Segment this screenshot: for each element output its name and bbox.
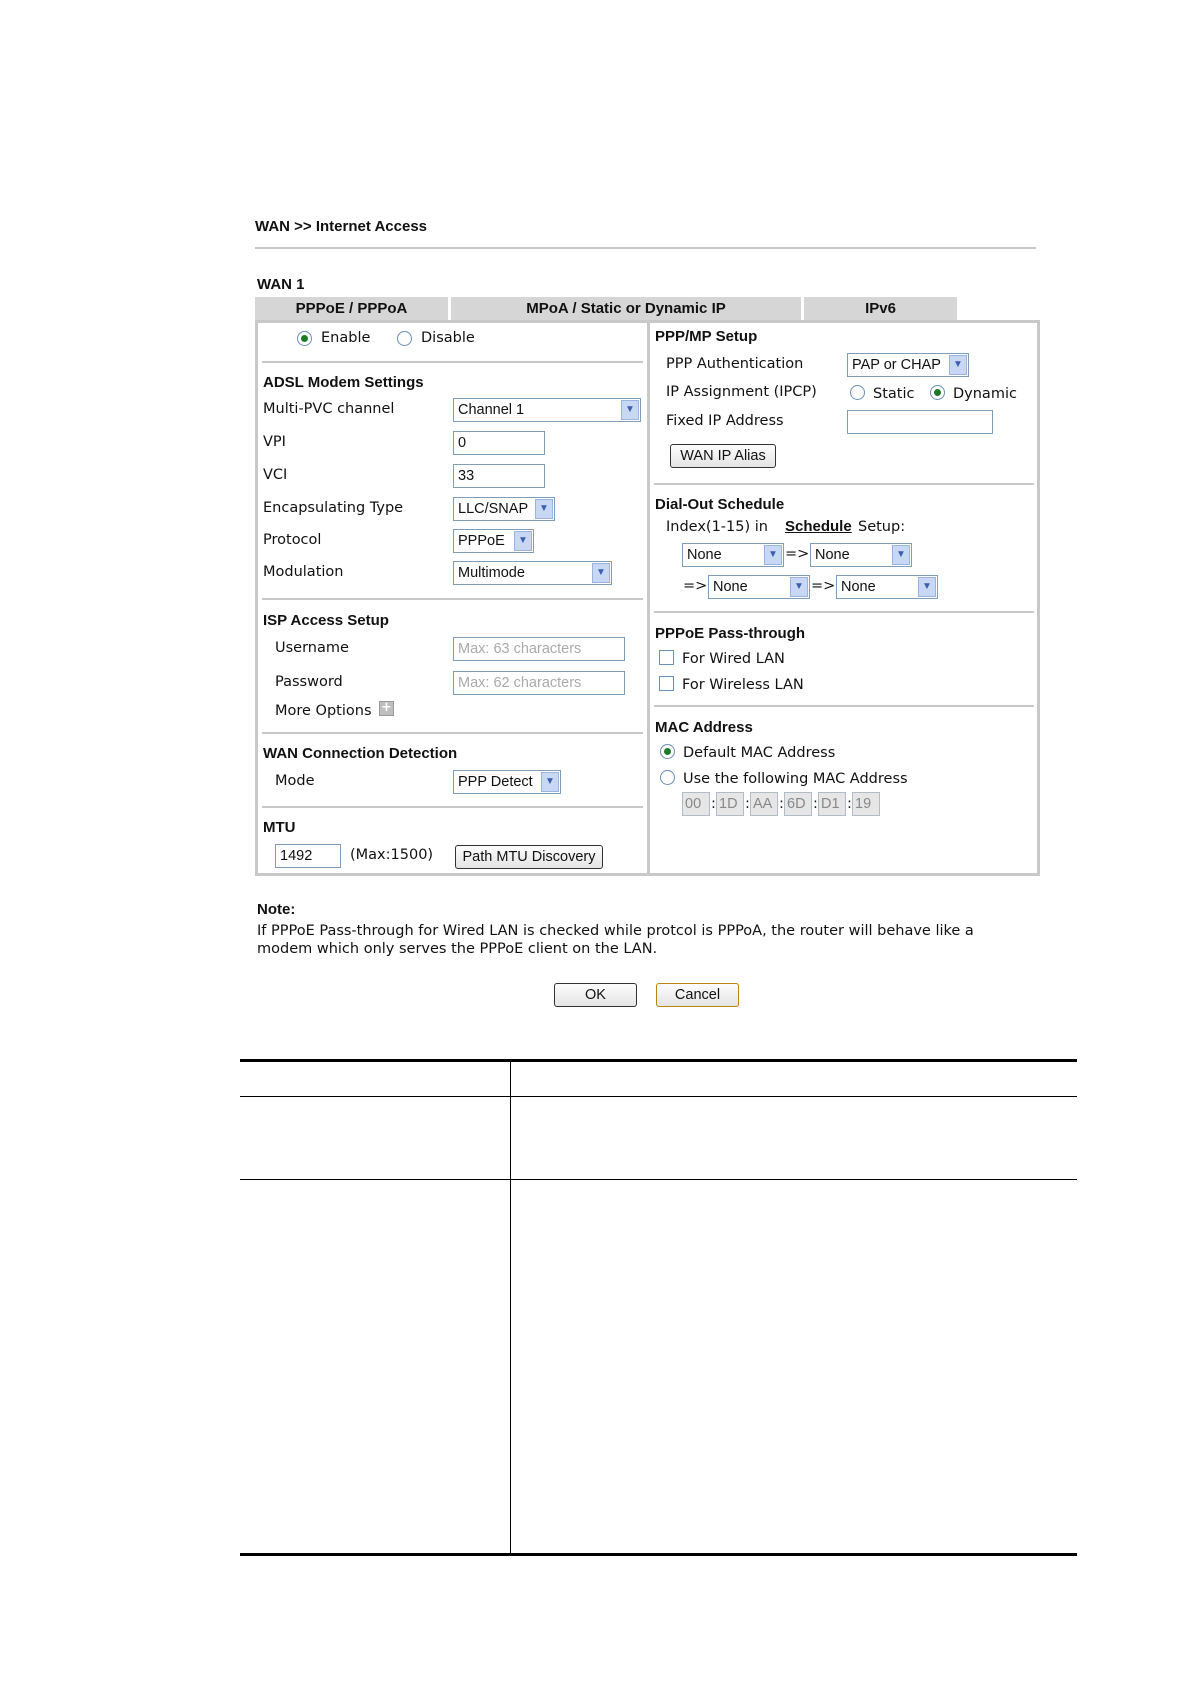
schedule-slot-2[interactable] (810, 543, 912, 567)
ppp-section-title: PPP/MP Setup (655, 328, 758, 345)
encap-select[interactable] (453, 497, 555, 521)
custom-mac-label: Use the following MAC Address (683, 771, 908, 787)
schedule-slot-4-value: None (841, 579, 876, 595)
table-bottom-border (240, 1553, 1077, 1556)
chevron-down-icon: ▼ (621, 400, 639, 420)
static-label: Static (873, 386, 915, 402)
path-mtu-discovery-button[interactable]: Path MTU Discovery (455, 845, 603, 869)
mac-separator: : (813, 796, 818, 812)
table-header-divider (240, 1096, 1077, 1097)
mac-octet-6[interactable]: 19 (852, 792, 880, 816)
default-mac-label: Default MAC Address (683, 745, 836, 761)
divider (654, 483, 1034, 485)
disable-radio[interactable] (397, 331, 412, 346)
wan-ip-alias-button[interactable]: WAN IP Alias (670, 444, 776, 468)
ppp-auth-label: PPP Authentication (666, 356, 804, 372)
enable-radio[interactable] (297, 331, 312, 346)
dynamic-radio[interactable] (930, 385, 945, 400)
header-divider (255, 247, 1036, 249)
note-line-2: modem which only serves the PPPoE client on the LAN. (257, 941, 658, 957)
mac-octet-5[interactable]: D1 (818, 792, 846, 816)
vpi-input[interactable]: 0 (453, 431, 545, 455)
more-options-label: More Options (275, 703, 372, 719)
schedule-slot-1-value: None (687, 547, 722, 563)
multi-pvc-select[interactable] (453, 398, 641, 422)
schedule-slot-3[interactable] (708, 575, 810, 599)
isp-section-title: ISP Access Setup (263, 612, 389, 629)
wireless-lan-checkbox[interactable] (659, 676, 674, 691)
ok-button[interactable]: OK (554, 983, 637, 1007)
mode-label: Mode (275, 773, 315, 789)
mac-octet-2[interactable]: 1D (716, 792, 744, 816)
schedule-link[interactable]: Schedule (785, 518, 852, 535)
mac-octet-3[interactable]: AA (750, 792, 778, 816)
chevron-down-icon: ▼ (764, 545, 782, 565)
tab-pppoe-pppoa[interactable]: PPPoE / PPPoA (255, 297, 451, 321)
note-title: Note: (257, 901, 296, 918)
mac-separator: : (711, 796, 716, 812)
wireless-lan-label: For Wireless LAN (682, 677, 804, 693)
ppp-auth-value: PAP or CHAP (852, 357, 941, 373)
passthrough-section-title: PPPoE Pass-through (655, 625, 806, 642)
encap-label: Encapsulating Type (263, 500, 404, 516)
encap-value: LLC/SNAP (458, 501, 529, 517)
username-label: Username (275, 640, 349, 656)
adsl-section-title: ADSL Modem Settings (263, 374, 424, 391)
modulation-value: Multimode (458, 565, 525, 581)
protocol-select[interactable] (453, 529, 534, 553)
schedule-section-title: Dial-Out Schedule (655, 496, 785, 513)
chevron-down-icon: ▼ (949, 355, 967, 375)
chevron-down-icon: ▼ (918, 577, 936, 597)
divider (654, 705, 1034, 707)
multi-pvc-value: Channel 1 (458, 402, 525, 418)
schedule-arrow: => (683, 578, 708, 594)
detection-section-title: WAN Connection Detection (263, 745, 458, 762)
vci-label: VCI (263, 467, 288, 483)
wired-lan-label: For Wired LAN (682, 651, 785, 667)
chevron-down-icon: ▼ (592, 563, 610, 583)
schedule-arrow: => (811, 578, 836, 594)
breadcrumb: WAN >> Internet Access (255, 218, 428, 235)
tab-mpoa-static-dynamic[interactable]: MPoA / Static or Dynamic IP (451, 297, 804, 321)
fixed-ip-label: Fixed IP Address (666, 413, 784, 429)
chevron-down-icon: ▼ (790, 577, 808, 597)
mtu-input[interactable]: 1492 (275, 844, 341, 868)
schedule-index-suffix: Setup: (858, 519, 906, 535)
schedule-index-prefix: Index(1-15) in (666, 519, 768, 535)
schedule-slot-4[interactable] (836, 575, 938, 599)
divider (262, 598, 643, 600)
enable-label: Enable (321, 330, 371, 346)
divider (654, 611, 1034, 613)
chevron-down-icon: ▼ (514, 531, 532, 551)
expand-plus-icon[interactable]: + (379, 701, 394, 716)
mtu-max-label: (Max:1500) (350, 847, 434, 863)
mac-separator: : (745, 796, 750, 812)
mtu-section-title: MTU (263, 819, 296, 836)
wan-title: WAN 1 (257, 276, 305, 293)
ipcp-label: IP Assignment (IPCP) (666, 384, 817, 400)
mode-select[interactable] (453, 770, 561, 794)
protocol-label: Protocol (263, 532, 322, 548)
mac-separator: : (847, 796, 852, 812)
password-input[interactable]: Max: 62 characters (453, 671, 625, 695)
custom-mac-radio[interactable] (660, 770, 675, 785)
disable-label: Disable (421, 330, 475, 346)
default-mac-radio[interactable] (660, 744, 675, 759)
cancel-button[interactable]: Cancel (656, 983, 739, 1007)
wired-lan-checkbox[interactable] (659, 650, 674, 665)
divider (262, 361, 643, 363)
ppp-auth-select[interactable] (847, 353, 969, 377)
note-line-1: If PPPoE Pass-through for Wired LAN is checked while protcol is PPPoA, the router will behave like a (257, 923, 974, 939)
fixed-ip-input[interactable] (847, 410, 993, 434)
table-row-divider (240, 1179, 1077, 1180)
table-column-divider (510, 1059, 511, 1556)
password-label: Password (275, 674, 343, 690)
mac-octet-1[interactable]: 00 (682, 792, 710, 816)
schedule-slot-1[interactable] (682, 543, 784, 567)
tab-ipv6[interactable]: IPv6 (804, 297, 960, 321)
divider (262, 732, 643, 734)
chevron-down-icon: ▼ (535, 499, 553, 519)
dynamic-label: Dynamic (953, 386, 1017, 402)
mac-octet-4[interactable]: 6D (784, 792, 812, 816)
schedule-arrow: => (785, 546, 810, 562)
username-input[interactable]: Max: 63 characters (453, 637, 625, 661)
vpi-label: VPI (263, 434, 286, 450)
mac-separator: : (779, 796, 784, 812)
mode-value: PPP Detect (458, 774, 533, 790)
chevron-down-icon: ▼ (892, 545, 910, 565)
modulation-label: Modulation (263, 564, 344, 580)
table-top-border (240, 1059, 1077, 1062)
protocol-value: PPPoE (458, 533, 505, 549)
multi-pvc-label: Multi-PVC channel (263, 401, 395, 417)
vci-input[interactable]: 33 (453, 464, 545, 488)
schedule-slot-3-value: None (713, 579, 748, 595)
schedule-slot-2-value: None (815, 547, 850, 563)
mac-section-title: MAC Address (655, 719, 753, 736)
divider (262, 806, 643, 808)
static-radio[interactable] (850, 385, 865, 400)
modulation-select[interactable] (453, 561, 612, 585)
chevron-down-icon: ▼ (541, 772, 559, 792)
